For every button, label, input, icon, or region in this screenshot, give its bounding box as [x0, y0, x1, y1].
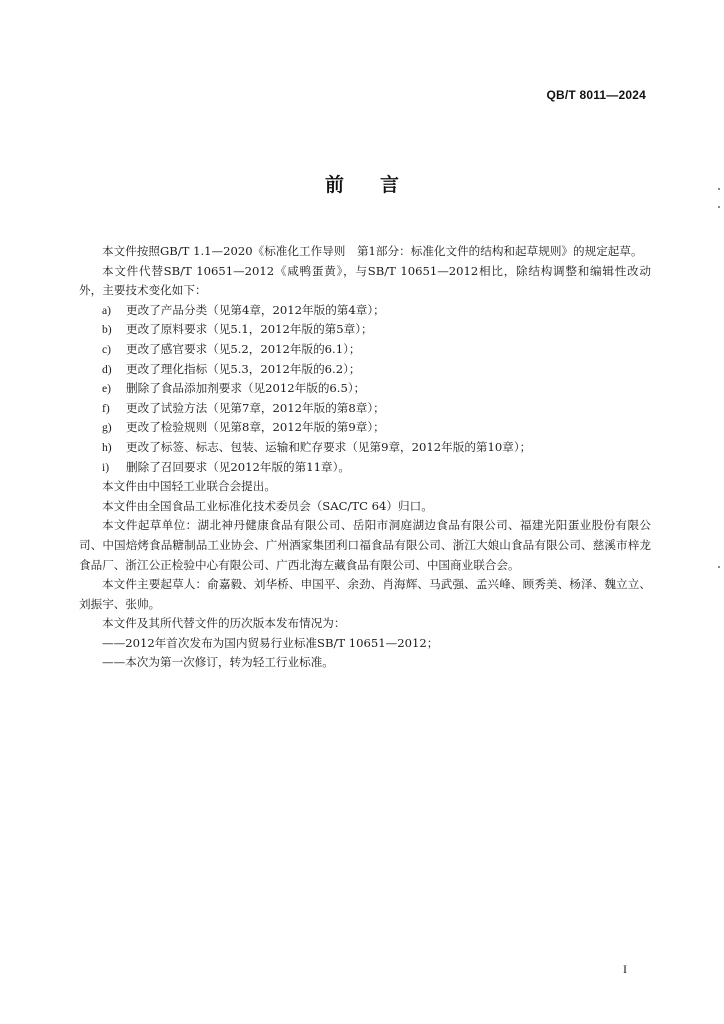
changes-list: [79, 301, 651, 477]
list-item: [79, 360, 651, 380]
list-item-text: 更改了原料要求（见5.1，2012年版的第5章）；: [126, 322, 373, 337]
list-item-text: 更改了试验方法（见第7章，2012年版的第8章）；: [126, 400, 385, 415]
paragraph-drafting-units: 本文件起草单位：湖北神丹健康食品有限公司、岳阳市洞庭湖边食品有限公司、福建光阳蛋业股份有限公司、中国焙烤食品糖制品工业协会、广州酒家集团利口福食品有限公司、浙江大娘山食品有限公司、慈溪市梓龙食品厂、浙江公正检验中心有限公司、广西北海左藏食品有限公司、中国商业联合会。: [79, 518, 651, 572]
list-marker: i): [102, 460, 110, 474]
list-marker: e): [102, 382, 112, 396]
list-item: [79, 340, 651, 360]
list-item-text: 删除了召回要求（见2012年版的第11章）。: [126, 459, 350, 474]
list-marker: a): [102, 303, 112, 317]
paragraph-replacement: 本文件代替SB/T 10651—2012《咸鸭蛋黄》，与SB/T 10651—2012相比，除结构调整和编辑性改动外，主要技术变化如下：: [79, 263, 651, 298]
standard-number: QB/T 8011—2024: [546, 88, 646, 102]
paragraph-managed-by: 本文件由全国食品工业标准化技术委员会（SAC/TC 64）归口。: [102, 498, 433, 513]
history-item: ——本次为第一次修订，转为轻工行业标准。: [102, 655, 334, 670]
list-item: [79, 379, 651, 399]
list-item: [79, 438, 651, 458]
scan-speck: [718, 206, 720, 208]
page-title: 前言: [324, 174, 435, 196]
list-marker: h): [102, 440, 112, 454]
list-item-text: 删除了食品添加剂要求（见2012年版的6.5）；: [126, 381, 366, 396]
list-item: [79, 301, 651, 321]
list-marker: d): [102, 362, 112, 376]
paragraph-drafting-basis: 本文件按照GB/T 1.1—2020《标准化工作导则 第1部分：标准化文件的结构和起草规则》的规定起草。: [102, 244, 643, 258]
foreword-body: [79, 242, 651, 673]
list-marker: c): [102, 342, 112, 356]
page-number: I: [623, 962, 627, 976]
list-marker: f): [102, 401, 110, 415]
history-item: ——2012年首次发布为国内贸易行业标准SB/T 10651—2012；: [102, 635, 439, 650]
list-item: [79, 320, 651, 340]
list-marker: g): [102, 421, 112, 435]
paragraph-drafters: 本文件主要起草人：俞嘉毅、刘华桥、申国平、余劲、肖海辉、马武强、孟兴峰、顾秀美、杨泽、魏立立、刘振宇、张帅。: [79, 577, 651, 611]
list-item-text: 更改了检验规则（见第8章，2012年版的第9章）；: [126, 420, 385, 435]
list-item-text: 更改了感官要求（见5.2，2012年版的6.1）；: [126, 341, 361, 356]
paragraph-history-intro: 本文件及其所代替文件的历次版本发布情况为：: [102, 616, 346, 631]
list-item-text: 更改了理化指标（见5.3，2012年版的6.2）；: [126, 361, 361, 376]
list-item: [79, 458, 651, 478]
paragraph-proposed-by: 本文件由中国轻工业联合会提出。: [102, 479, 276, 494]
list-item: [79, 418, 651, 438]
list-item-text: 更改了产品分类（见第4章，2012年版的第4章）；: [126, 302, 385, 317]
list-item: [79, 399, 651, 419]
list-marker: b): [102, 323, 112, 337]
scan-speck: [718, 566, 720, 568]
list-item-text: 更改了标签、标志、包装、运输和贮存要求（见第9章，2012年版的第10章）；: [126, 439, 532, 454]
scan-speck: [718, 188, 720, 190]
